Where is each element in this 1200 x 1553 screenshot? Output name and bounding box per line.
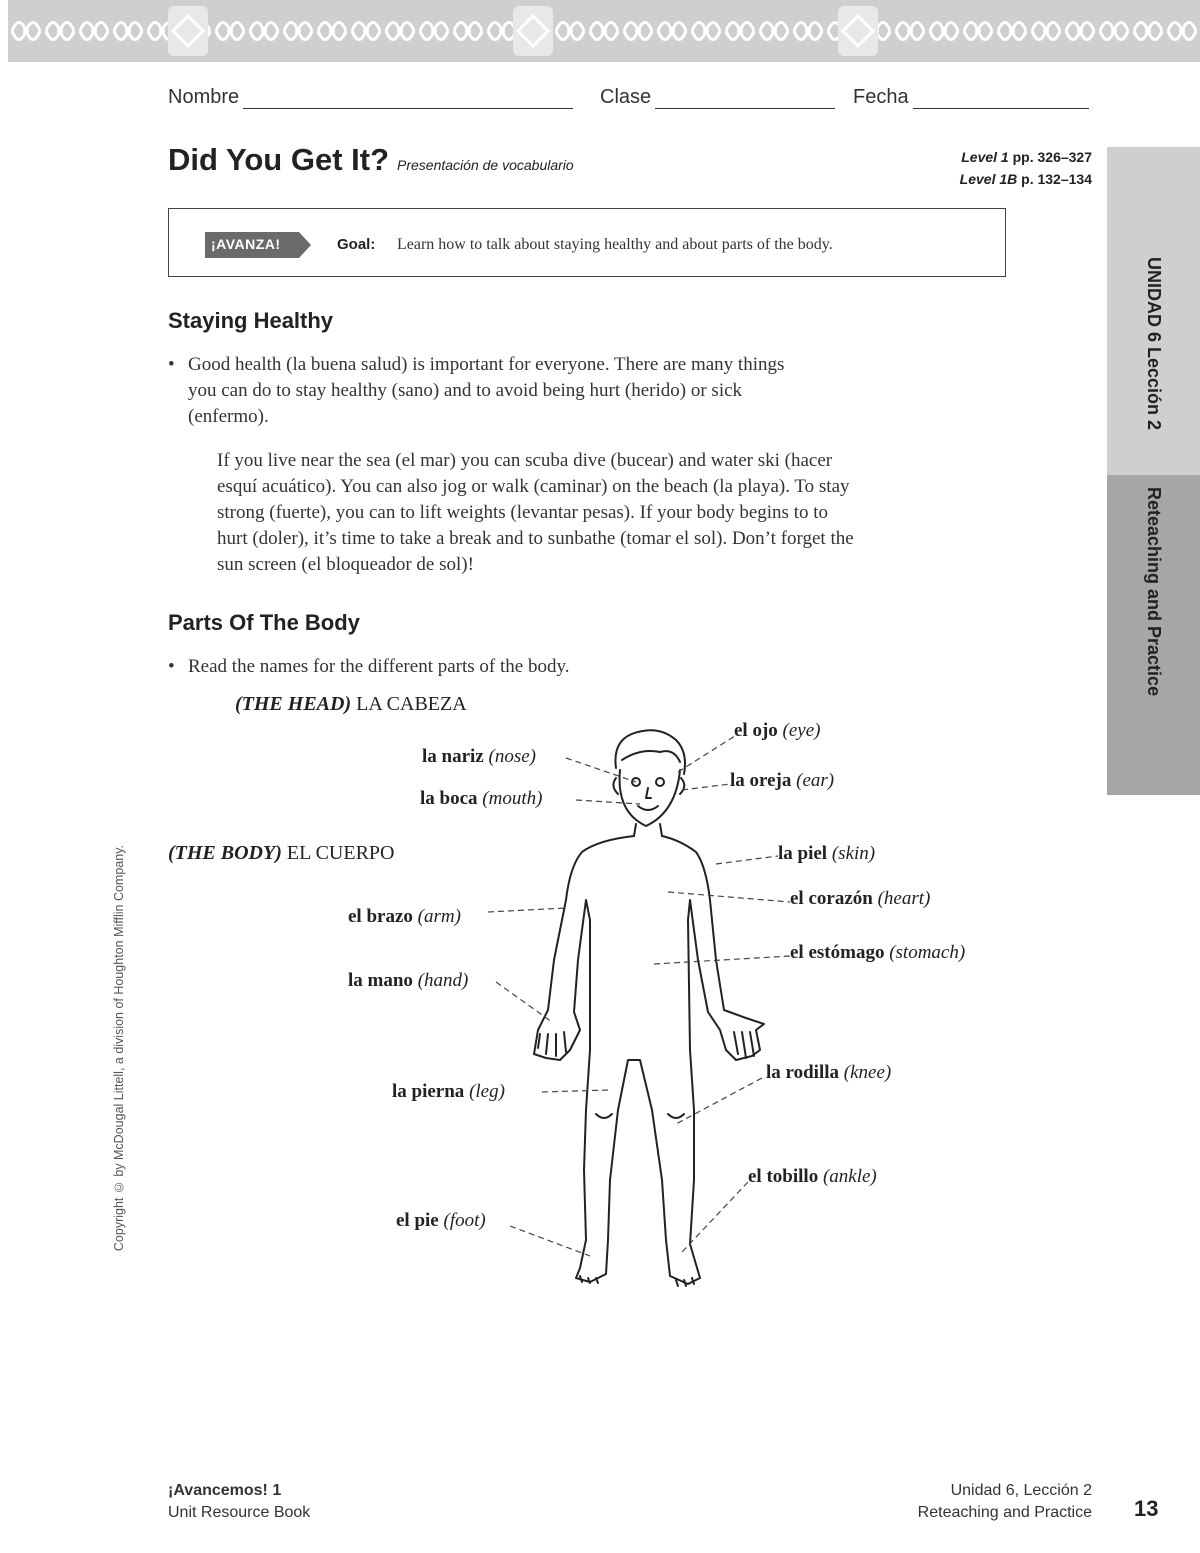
clase-label: Clase [600,86,652,108]
label-piel-en: (skin) [831,843,876,864]
side-tab-section-text: Reteaching and Practice [1144,487,1164,697]
footer-book-title: ¡Avancemos! 1 [168,1482,282,1499]
text-line: hurt (doler), it’s time to take a break and to sunbathe (tomar el sol). Don’t forget the [217,528,854,549]
footer-right [918,1480,1092,1524]
label-rodilla [766,1062,891,1084]
hair-outline [615,730,685,774]
leader-brazo [488,908,566,912]
label-estomago-en: (stomach) [889,942,966,963]
right-hand-fingers [734,1032,754,1058]
left-ear [613,778,618,794]
text-line: strong (fuerte), you can to lift weights (levantar pesas). If your body begins to to [217,502,829,523]
footer-unit-title: Unidad 6, Lección 2 [950,1482,1092,1499]
label-oreja-es: la oreja [730,770,792,791]
label-pie-es: el pie [396,1210,439,1231]
label-piel [778,843,875,865]
label-corazon-en: (heart) [877,888,931,909]
label-corazon [790,888,930,910]
label-tobillo [748,1166,877,1188]
avanza-badge-text: ¡AVANZA! [211,236,281,252]
label-estomago [790,942,965,964]
head-section-en: (THE HEAD) [235,693,352,715]
label-mano [348,970,468,992]
label-nariz-es: la nariz [422,746,484,767]
leader-estomago [654,956,790,964]
level1b-label: Level 1B [959,171,1018,187]
bullet-dot: • [168,656,175,677]
leader-pierna [542,1090,608,1092]
label-ojo [734,720,821,742]
level1-label: Level 1 [961,149,1009,165]
label-pierna-es: la pierna [392,1081,465,1102]
body-section-es: EL CUERPO [286,842,395,864]
staying-healthy-heading: Staying Healthy [168,308,334,333]
label-piel-es: la piel [778,843,828,864]
label-tobillo-es: el tobillo [748,1166,819,1187]
nombre-label: Nombre [168,86,240,108]
leader-corazon [668,892,790,902]
leader-oreja [682,784,730,790]
copyright-notice: Copyright © by McDougal Littell, a division of Houghton Mifflin Company. [112,845,126,1252]
side-tab-unit-text: UNIDAD 6 Lección 2 [1144,257,1164,431]
footer-unit-subtitle: Reteaching and Practice [917,1504,1092,1521]
side-tab [1107,147,1200,795]
label-brazo-en: (arm) [417,906,461,927]
right-eye [656,778,664,786]
parts-of-body-heading: Parts Of The Body [168,610,360,635]
label-brazo [348,906,461,928]
label-mano-es: la mano [348,970,413,991]
label-boca [420,788,542,810]
label-corazon-es: el corazón [790,888,873,909]
label-boca-en: (mouth) [482,788,543,809]
head-section-es: LA CABEZA [356,693,467,715]
level1-pages: pp. 326–327 [1012,149,1092,165]
level1b-pages: p. 132–134 [1021,171,1092,187]
leader-rodilla [676,1078,762,1124]
text-line: Good health (la buena salud) is important for everyone. There are many things [188,354,785,375]
label-rodilla-en: (knee) [843,1062,892,1083]
bullet-dot: • [168,354,175,375]
right-ear [680,778,684,794]
label-ojo-en: (eye) [782,720,821,741]
body-section-en: (THE BODY) [168,842,282,864]
label-pierna [392,1081,505,1103]
title-main: Did You Get It? [168,142,390,177]
page-number: 13 [1134,1496,1159,1521]
left-hand-fingers [538,1032,566,1056]
nose-mark [646,788,651,798]
parts-of-body-bullet-text: Read the names for the different parts of the body. [188,656,570,677]
text-line: If you live near the sea (el mar) you can scuba dive (bucear) and water ski (hacer [217,450,833,471]
label-oreja [730,770,834,792]
goal-text: Learn how to talk about staying healthy and about parts of the body. [397,236,833,253]
leader-ojo [678,734,738,772]
label-brazo-es: el brazo [348,906,413,927]
body-outline [534,836,764,1284]
right-knee [668,1114,684,1118]
label-pie-en: (foot) [443,1210,486,1231]
text-line: (enfermo). [188,406,269,427]
label-pierna-en: (leg) [469,1081,505,1102]
fecha-label: Fecha [853,86,909,108]
leader-mano [496,982,552,1022]
side-tab-top [1107,147,1200,475]
leader-piel [716,856,778,864]
label-ojo-es: el ojo [734,720,778,741]
label-pie [396,1210,486,1232]
goal-label: Goal: [337,236,376,253]
label-rodilla-es: la rodilla [766,1062,840,1083]
footer-left [168,1480,310,1524]
hair-fringe [622,751,680,762]
label-nariz [422,746,536,768]
leader-pie [510,1226,590,1256]
label-oreja-en: (ear) [796,770,835,791]
left-knee [596,1114,612,1118]
label-nariz-en: (nose) [488,746,536,767]
label-estomago-es: el estómago [790,942,885,963]
text-line: sun screen (el bloqueador de sol)! [217,554,474,575]
text-line: esquí acuático). You can also jog or walk (caminar) on the beach (la playa). To stay [217,476,850,497]
label-mano-en: (hand) [417,970,469,991]
mouth-mark [638,806,658,810]
title-subtitle: Presentación de vocabulario [397,157,574,173]
label-tobillo-en: (ankle) [822,1166,877,1187]
leader-boca [576,800,640,804]
leader-nariz [566,758,636,782]
footer-book-subtitle: Unit Resource Book [168,1504,311,1521]
text-line: you can do to stay healthy (sano) and to avoid being hurt (herido) or sick [188,380,743,401]
label-boca-es: la boca [420,788,478,809]
